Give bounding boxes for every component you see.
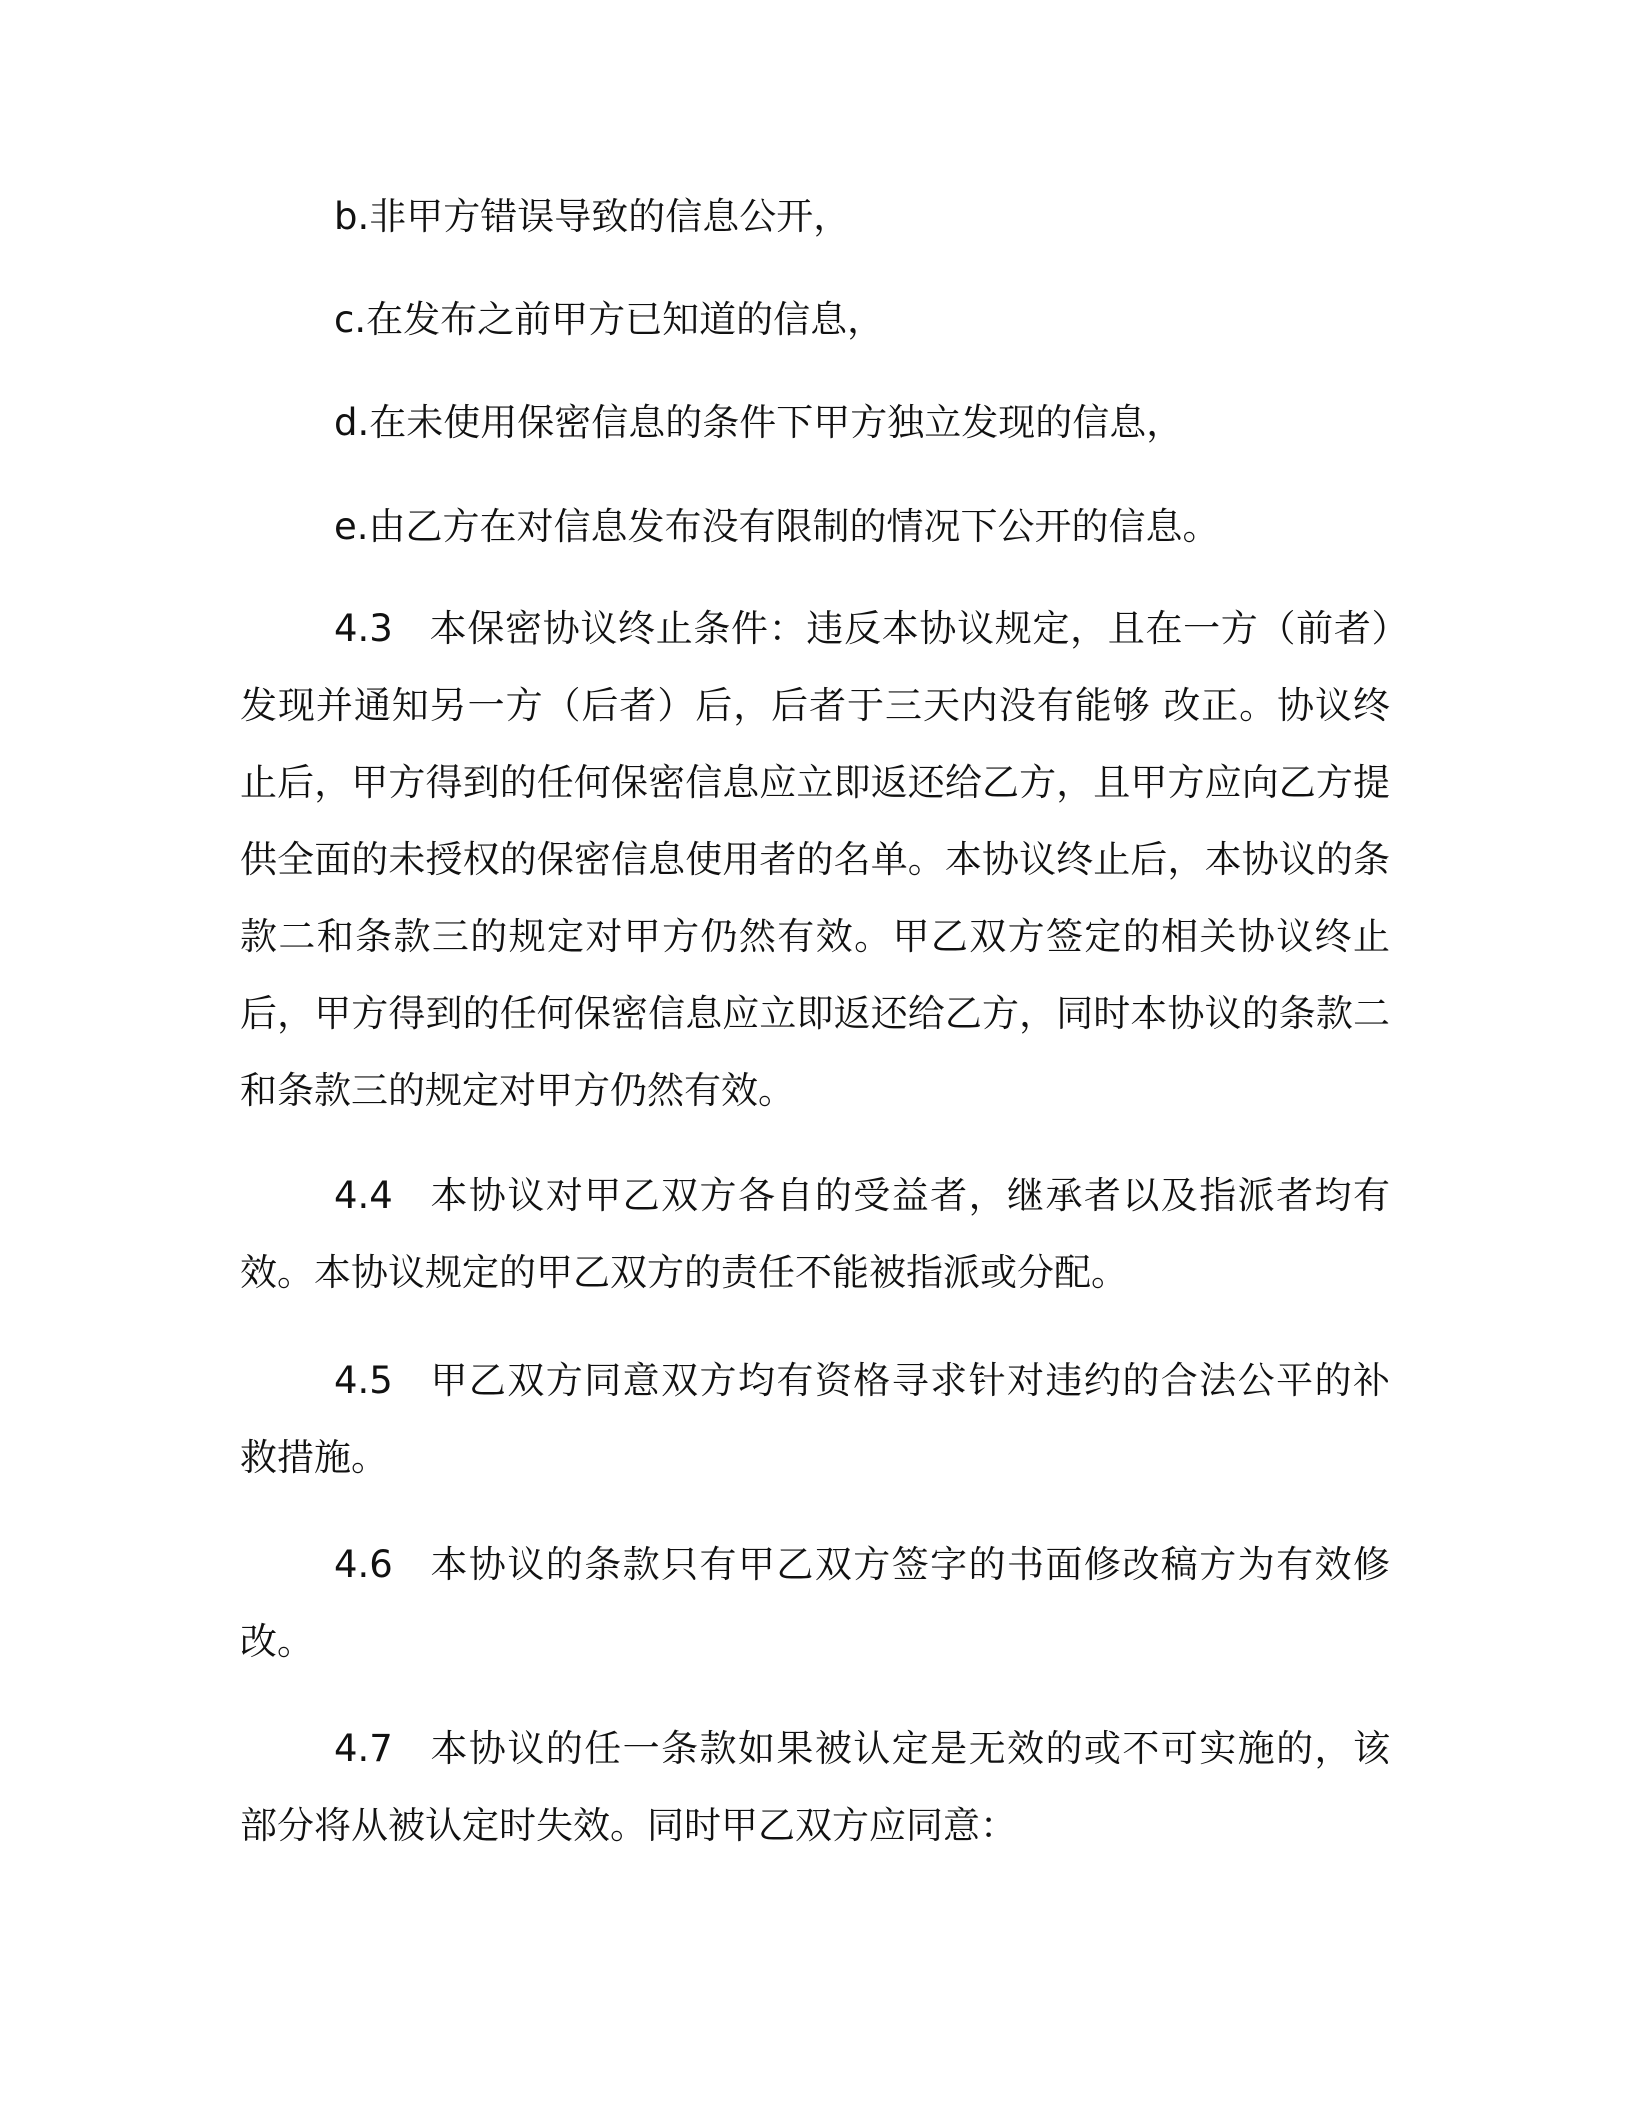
- clause-number: 4.6: [334, 1543, 393, 1586]
- list-item-c: c.在发布之前甲方已知道的信息，: [334, 298, 885, 341]
- clause-number: 4.3: [334, 607, 393, 650]
- list-item-b: b.非甲方错误导致的信息公开，: [334, 195, 851, 238]
- clause-4-6: [240, 1526, 1390, 1680]
- clause-number: 4.7: [334, 1727, 393, 1770]
- clause-text: 本协议对甲乙双方各自的受益者，继承者以及指派者均有效。本协议规定的甲乙双方的责任不能被指派或分配。: [240, 1174, 1390, 1294]
- clause-4-3: [240, 590, 1390, 1129]
- clause-number: 4.4: [334, 1174, 393, 1217]
- clause-text: 本协议的条款只有甲乙双方签字的书面修改稿方为有效修改。: [240, 1543, 1390, 1663]
- clause-text: 本协议的任一条款如果被认定是无效的或不可实施的，该部分将从被认定时失效。同时甲乙双方应同意：: [240, 1727, 1390, 1847]
- clause-4-7: [240, 1710, 1390, 1864]
- clause-text: 甲乙双方同意双方均有资格寻求针对违约的合法公平的补救措施。: [240, 1359, 1390, 1479]
- list-item-d: d.在未使用保密信息的条件下甲方独立发现的信息，: [334, 401, 1184, 444]
- clause-4-4: [240, 1157, 1390, 1311]
- list-item-e: e.由乙方在对信息发布没有限制的情况下公开的信息。: [334, 505, 1220, 548]
- clause-4-5: [240, 1342, 1390, 1496]
- clause-number: 4.5: [334, 1359, 393, 1402]
- clause-text: 本保密协议终止条件：违反本协议规定，且在一方（前者）发现并通知另一方（后者）后，后者于三天内没有能够 改正。协议终止后，甲方得到的任何保密信息应立即返还给乙方，且甲方应向乙方提供全面的未授权的保密信息使用者的名单。本协议终止后，本协议的条款二和条款三的规定对甲方仍然有效。甲乙双方签定的相关协议终止后，甲方得到的任何保密信息应立即返还给乙方，同时本协议的条款二和条款三的规定对甲方仍然有效。: [240, 607, 1390, 1112]
